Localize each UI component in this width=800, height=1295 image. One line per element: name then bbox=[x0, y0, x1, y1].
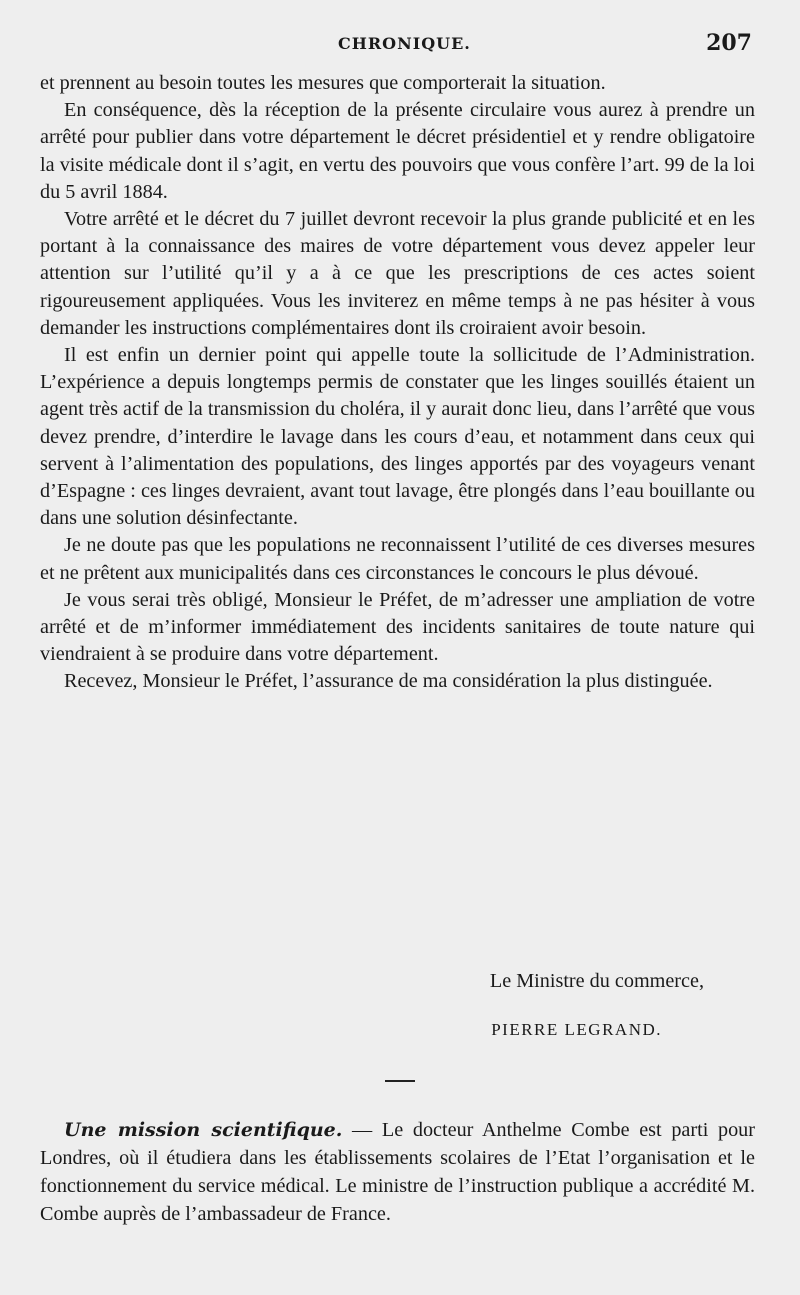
paragraph-closing: Recevez, Monsieur le Préfet, l’assurance de ma considération la plus distinguée. bbox=[64, 670, 713, 693]
mission-text: — Le docteur Anthelme Combe est parti pour Londres, où il étudiera dans les établissements scolaires de l’Etat l’organisation et le fonctionnement du service médical. Le ministre de l’instruction publique a accrédité M. Combe auprès de l’ambassadeur de France. bbox=[40, 1119, 755, 1225]
paragraph-continuation: et prennent au besoin toutes les mesures que comporterait la situation. bbox=[40, 72, 606, 94]
page-number: 207 bbox=[706, 30, 752, 56]
paragraph-publicity: Votre arrêté et le décret du 7 juillet devront recevoir la plus grande publicité et en les portant à la connaissance des maires de votre département vous devez appeler leur attention sur l’utilité qu’il y a à ce que les prescriptions de ces actes soient rigoureusement appliquées. Vous les inviterez en même temps à ne pas hésiter à vous demander les instructions complémentaires dont ils croiraient avoir besoin. bbox=[40, 208, 755, 339]
circular-body bbox=[40, 70, 755, 696]
paragraph-populations: Je ne doute pas que les populations ne reconnaissent l’utilité de ces diverses mesures et ne prêtent aux municipalités dans ces circonstances le concours le plus dévoué. bbox=[40, 534, 755, 584]
paragraph-request: Je vous serai très obligé, Monsieur le Préfet, de m’adresser une ampliation de votre arrêté et de m’informer immédiatement des incidents sanitaires de toute nature qui viendraient à se produire dans votre département. bbox=[40, 588, 755, 666]
running-title: CHRONIQUE. bbox=[338, 34, 471, 53]
signature-minister: Le Ministre du commerce, bbox=[489, 970, 704, 992]
running-header bbox=[68, 30, 752, 60]
paragraph-consequence: En conséquence, dès la réception de la présente circulaire vous aurez à prendre un arrêté pour publier dans votre département le décret présidentiel et y rendre obligatoire la visite médicale dont il s’agit, en vertu des pouvoirs que vous confère l’art. 99 de la loi du 5 avril 1884. bbox=[40, 99, 755, 203]
signature-name: PIERRE LEGRAND. bbox=[491, 1020, 662, 1039]
mission-paragraph bbox=[40, 1116, 755, 1228]
paragraph-linens: Il est enfin un dernier point qui appelle toute la sollicitude de l’Administration. L’expérience a depuis longtemps permis de constater que les linges souillés étaient un agent très actif de la transmission du choléra, il y aurait donc lieu, dans l’arrêté que vous devez prendre, d’interdire le lavage dans les cours d’eau, et notamment dans ceux qui servent à l’alimentation des populations, des linges apportés par des voyageurs venant d’Espagne : ces linges devraient, avant tout lavage, être plongés dans l’eau bouillante ou dans une solution désinfectante. bbox=[40, 344, 755, 530]
section-separator bbox=[385, 1080, 415, 1082]
mission-section bbox=[40, 1116, 755, 1228]
mission-title: Une mission scientifique. bbox=[64, 1119, 343, 1141]
